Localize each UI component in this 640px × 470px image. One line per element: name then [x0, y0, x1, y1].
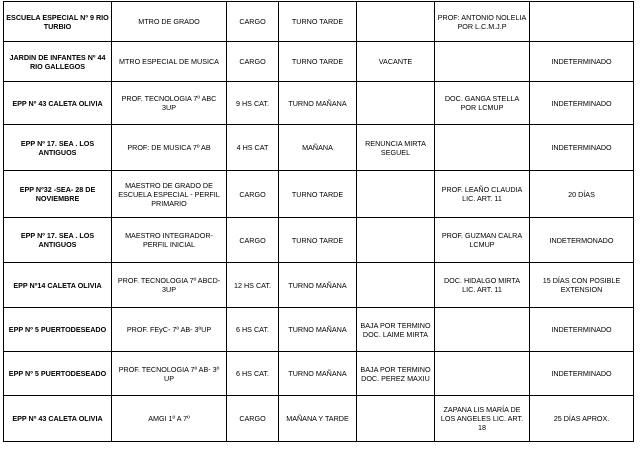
- cell-turno: TURNO MAÑANA: [279, 263, 357, 308]
- cell-carga: 9 HS CAT.: [227, 82, 279, 125]
- cell-establecimiento: ESCUELA ESPECIAL Nº 9 RIO TURBIO: [4, 2, 112, 42]
- cell-turno: TURNO MAÑANA: [279, 82, 357, 125]
- cell-cargo-materia: MTRO ESPECIAL DE MUSICA: [112, 42, 227, 82]
- cell-cargo-materia: PROF. TECNOLOGIA 7º ABC 3UP: [112, 82, 227, 125]
- cell-docente: PROF. LEAÑO CLAUDIA LIC. ART. 11: [435, 171, 530, 218]
- cell-situacion: [357, 396, 435, 442]
- cell-docente: [435, 42, 530, 82]
- cell-turno: TURNO TARDE: [279, 171, 357, 218]
- cell-docente: [435, 125, 530, 171]
- cell-carga: CARGO: [227, 42, 279, 82]
- table-body: [4, 2, 634, 442]
- cell-plazo: 25 DÍAS APROX.: [530, 396, 634, 442]
- table-row: [4, 352, 634, 396]
- cell-carga: 12 HS CAT.: [227, 263, 279, 308]
- document-page: [0, 1, 640, 470]
- cell-carga: CARGO: [227, 2, 279, 42]
- cell-cargo-materia: AMGI 1º A 7º: [112, 396, 227, 442]
- cell-plazo: INDETERMONADO: [530, 218, 634, 263]
- cell-turno: MAÑANA: [279, 125, 357, 171]
- cell-cargo-materia: MAESTRO INTEGRADOR- PERFIL INICIAL: [112, 218, 227, 263]
- cell-plazo: INDETERMINADO: [530, 125, 634, 171]
- cell-carga: 6 HS CAT.: [227, 308, 279, 352]
- cell-plazo: 15 DÍAS CON POSIBLE EXTENSION: [530, 263, 634, 308]
- cell-cargo-materia: PROF. FEyC- 7º AB- 3ºUP: [112, 308, 227, 352]
- cell-establecimiento: EPP Nº 5 PUERTODESEADO: [4, 352, 112, 396]
- cell-establecimiento: EPP Nº32 -SEA- 28 DE NOVIEMBRE: [4, 171, 112, 218]
- cell-docente: [435, 308, 530, 352]
- cell-carga: CARGO: [227, 396, 279, 442]
- cell-establecimiento: JARDIN DE INFANTES Nº 44 RIO GALLEGOS: [4, 42, 112, 82]
- cell-cargo-materia: PROF. TECNOLOGIA 7º ABCD- 3UP: [112, 263, 227, 308]
- cell-establecimiento: EPP Nº 43 CALETA OLIVIA: [4, 82, 112, 125]
- table-row: [4, 125, 634, 171]
- assignments-table: [3, 1, 634, 442]
- cell-plazo: INDETERMINADO: [530, 308, 634, 352]
- cell-turno: TURNO MAÑANA: [279, 308, 357, 352]
- cell-docente: [435, 352, 530, 396]
- cell-situacion: VACANTE: [357, 42, 435, 82]
- cell-plazo: 20 DÍAS: [530, 171, 634, 218]
- cell-docente: PROF: ANTONIO NOLELIA POR L.C.M.J.P: [435, 2, 530, 42]
- cell-turno: TURNO TARDE: [279, 218, 357, 263]
- cell-carga: 6 HS CAT.: [227, 352, 279, 396]
- cell-docente: PROF. GUZMAN CALRA LCMUP: [435, 218, 530, 263]
- cell-cargo-materia: PROF: DE MUSICA 7º AB: [112, 125, 227, 171]
- cell-establecimiento: EPP Nº 17. SEA . LOS ANTIGUOS: [4, 218, 112, 263]
- cell-turno: TURNO TARDE: [279, 2, 357, 42]
- cell-cargo-materia: MTRO DE GRADO: [112, 2, 227, 42]
- cell-situacion: [357, 218, 435, 263]
- cell-situacion: [357, 2, 435, 42]
- cell-turno: MAÑANA Y TARDE: [279, 396, 357, 442]
- cell-turno: TURNO MAÑANA: [279, 352, 357, 396]
- table-row: [4, 82, 634, 125]
- cell-situacion: BAJA POR TERMINO DOC. LAIME MIRTA: [357, 308, 435, 352]
- cell-plazo: [530, 2, 634, 42]
- cell-cargo-materia: MAESTRO DE GRADO DE ESCUELA ESPECIAL - PERFIL PRIMARIO: [112, 171, 227, 218]
- cell-plazo: INDETERMINADO: [530, 42, 634, 82]
- table-row: [4, 263, 634, 308]
- cell-docente: ZAPANA LIS MARÍA DE LOS ANGELES LIC. ART. 18: [435, 396, 530, 442]
- cell-plazo: INDETERMINADO: [530, 352, 634, 396]
- cell-establecimiento: EPP Nº14 CALETA OLIVIA: [4, 263, 112, 308]
- cell-situacion: BAJA POR TERMINO DOC. PEREZ MAXIU: [357, 352, 435, 396]
- cell-carga: 4 HS CAT: [227, 125, 279, 171]
- cell-situacion: [357, 171, 435, 218]
- cell-docente: DOC. GANGA STELLA POR LCMUP: [435, 82, 530, 125]
- cell-carga: CARGO: [227, 218, 279, 263]
- cell-carga: CARGO: [227, 171, 279, 218]
- table-row: [4, 308, 634, 352]
- cell-situacion: [357, 82, 435, 125]
- cell-establecimiento: EPP Nº 17. SEA . LOS ANTIGUOS: [4, 125, 112, 171]
- table-row: [4, 42, 634, 82]
- cell-plazo: INDETERMINADO: [530, 82, 634, 125]
- cell-docente: DOC. HIDALGO MIRTA LIC. ART. 11: [435, 263, 530, 308]
- table-row: [4, 218, 634, 263]
- table-row: [4, 396, 634, 442]
- table-row: [4, 171, 634, 218]
- cell-cargo-materia: PROF. TECNOLOGIA 7º AB- 3º UP: [112, 352, 227, 396]
- cell-turno: TURNO TARDE: [279, 42, 357, 82]
- cell-establecimiento: EPP Nº 43 CALETA OLIVIA: [4, 396, 112, 442]
- cell-establecimiento: EPP Nº 5 PUERTODESEADO: [4, 308, 112, 352]
- table-row: [4, 2, 634, 42]
- cell-situacion: [357, 263, 435, 308]
- cell-situacion: RENUNCIA MIRTA SEGUEL: [357, 125, 435, 171]
